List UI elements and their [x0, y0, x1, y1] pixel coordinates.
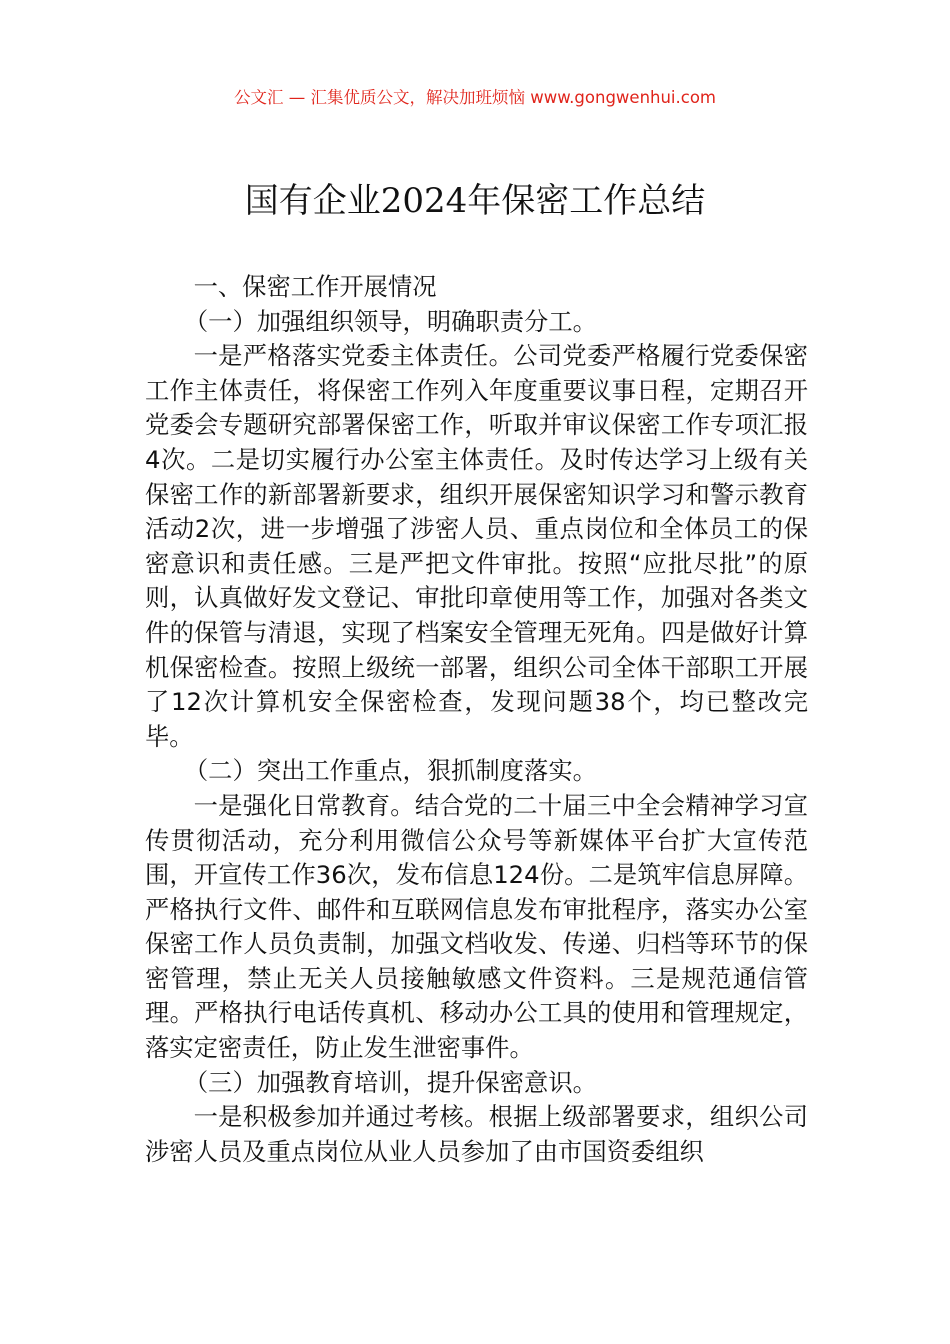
subsection-heading: （二）突出工作重点，狠抓制度落实。 [183, 756, 597, 786]
subsection-heading: （一）加强组织领导，明确职责分工。 [183, 306, 597, 336]
site-header-banner: 公文汇 — 汇集优质公文，解决加班烦恼 www.gongwenhui.com [233, 88, 717, 107]
paragraph: 一是积极参加并通过考核。根据上级部署要求，组织公司涉密人员及重点岗位从业人员参加了由市国资委组织 [145, 1102, 808, 1166]
document-body [145, 270, 808, 1169]
section-heading: 一、保密工作开展情况 [193, 272, 437, 301]
paragraph: 一是严格落实党委主体责任。公司党委严格履行党委保密工作主体责任，将保密工作列入年度重要议事日程，定期召开党委会专题研究部署保密工作，听取并审议保密工作专项汇报4次。二是切实履行办公室主体责任。及时传达学习上级有关保密工作的新部署新要求，组织开展保密知识学习和警示教育活动2次，进一步增强了涉密人员、重点岗位和全体员工的保密意识和责任感。三是严把文件审批。按照“应批尽批”的原则，认真做好发文登记、审批印章使用等工作，加强对各类文件的保管与清退，实现了档案安全管理无死角。四是做好计算机保密检查。按照上级统一部署，组织公司全体干部职工开展了12次计算机安全保密检查，发现问题38个，均已整改完毕。 [145, 341, 808, 751]
paragraph: 一是强化日常教育。结合党的二十届三中全会精神学习宣传贯彻活动，充分利用微信公众号等新媒体平台扩大宣传范围，开宣传工作36次，发布信息124份。二是筑牢信息屏障。严格执行文件、邮件和互联网信息发布审批程序，落实办公室保密工作人员负责制，加强文档收发、传递、归档等环节的保密管理，禁止无关人员接触敏感文件资料。三是规范通信管理。严格执行电话传真机、移动办公工具的使用和管理规定，落实定密责任，防止发生泄密事件。 [145, 790, 808, 1063]
subsection-heading: （三）加强教育培训，提升保密意识。 [183, 1067, 597, 1097]
document-title: 国有企业2024年保密工作总结 [244, 181, 706, 221]
